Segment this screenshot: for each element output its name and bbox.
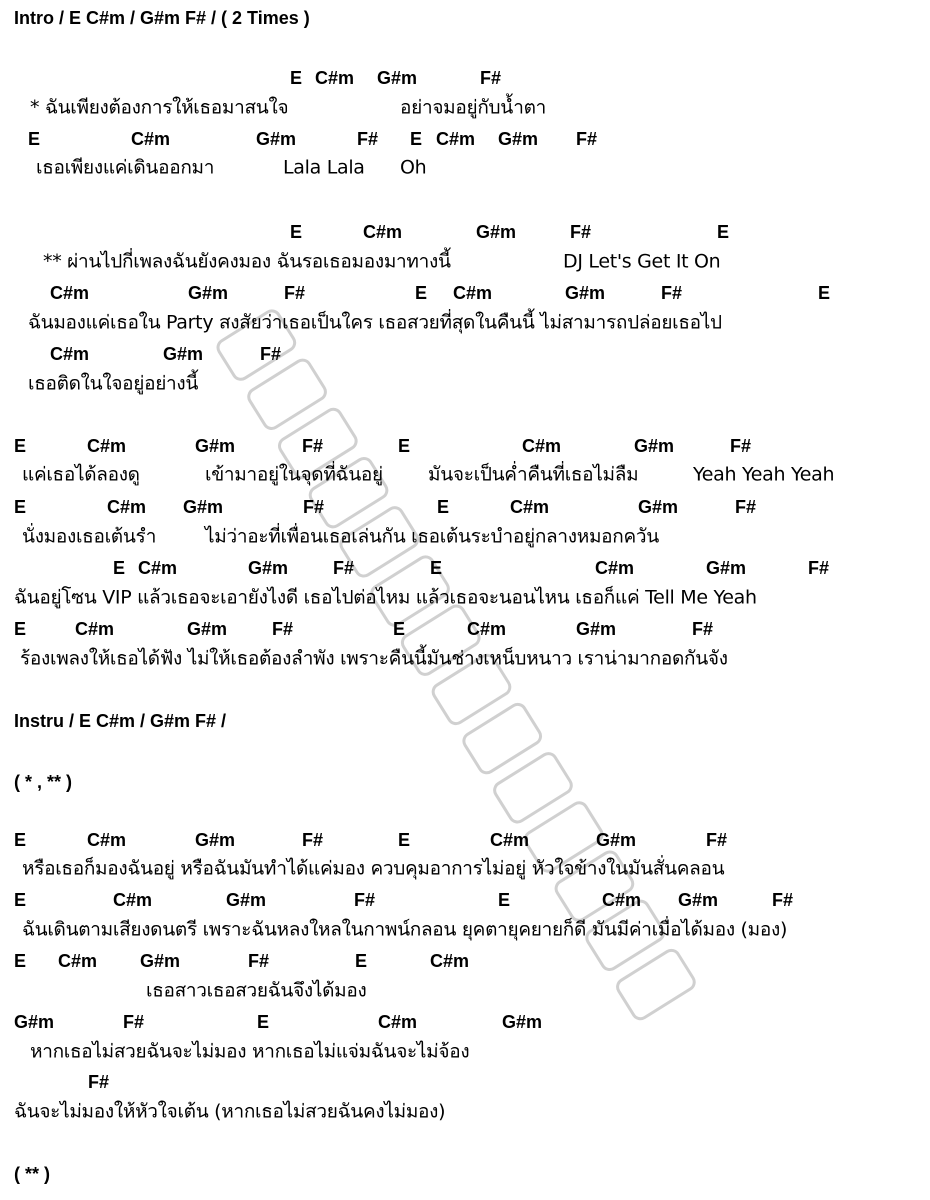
- chord: F#: [302, 830, 324, 850]
- chord: G#m: [14, 1012, 55, 1032]
- lyric-text: มันจะเป็นค่ำคืนที่เธอไม่ลืม: [428, 463, 639, 486]
- chord: C#m: [602, 890, 642, 910]
- chord: C#m: [75, 619, 115, 639]
- chord: F#: [730, 436, 752, 456]
- section-label: ( ** ): [14, 1164, 50, 1184]
- chord: E: [14, 436, 27, 456]
- chord: E: [393, 619, 406, 639]
- chord: G#m: [187, 619, 228, 639]
- chord: E: [818, 283, 831, 303]
- chord: E: [717, 222, 730, 242]
- chord: F#: [772, 890, 794, 910]
- lyric-text: นั่งมองเธอเต้นรำ: [22, 525, 157, 548]
- watermark-letter-shape: [492, 751, 575, 825]
- chord: C#m: [50, 283, 90, 303]
- chord: F#: [248, 951, 270, 971]
- chord: C#m: [430, 951, 470, 971]
- lyric-text: DJ Let's Get It On: [563, 250, 721, 273]
- chord: F#: [354, 890, 376, 910]
- chord: E: [14, 830, 27, 850]
- lyric-text: แค่เธอได้ลองดู: [22, 463, 140, 486]
- chord: F#: [302, 436, 324, 456]
- chord: C#m: [87, 830, 127, 850]
- chord: E: [415, 283, 428, 303]
- chord: E: [398, 830, 411, 850]
- lyric-text: Yeah Yeah Yeah: [693, 463, 835, 486]
- chord: C#m: [138, 558, 178, 578]
- chord: G#m: [195, 436, 236, 456]
- lyric-text: หรือเธอก็มองฉันอยู่ หรือฉันมันทำได้แค่มอง ควบคุมอาการไม่อยู่ หัวใจข้างในมันสั่นคลอน: [22, 857, 725, 880]
- chord: G#m: [188, 283, 229, 303]
- chord: E: [14, 951, 27, 971]
- chord: G#m: [638, 497, 679, 517]
- chord: G#m: [576, 619, 617, 639]
- chord: F#: [260, 344, 282, 364]
- chord: E: [430, 558, 443, 578]
- chord: F#: [88, 1072, 110, 1092]
- watermark-letter-shape: [246, 357, 329, 431]
- chord: C#m: [315, 68, 355, 88]
- chord: G#m: [226, 890, 267, 910]
- chord: F#: [272, 619, 294, 639]
- lyric-text: ฉันจะไม่มองให้หัวใจเต้น (หากเธอไม่สวยฉันคงไม่มอง): [14, 1100, 446, 1123]
- chord: G#m: [502, 1012, 543, 1032]
- chord: F#: [480, 68, 502, 88]
- section-label: Instru / E C#m / G#m F# /: [14, 711, 227, 731]
- chord: G#m: [476, 222, 517, 242]
- chord: F#: [570, 222, 592, 242]
- chord: G#m: [256, 129, 297, 149]
- watermark-letter-shape: [615, 947, 698, 1021]
- chord: C#m: [131, 129, 171, 149]
- chord: C#m: [363, 222, 403, 242]
- chord: F#: [692, 619, 714, 639]
- watermark-letter-shape: [461, 701, 544, 775]
- chord: E: [290, 222, 303, 242]
- chord: G#m: [183, 497, 224, 517]
- chord: F#: [808, 558, 830, 578]
- chord: G#m: [195, 830, 236, 850]
- section-label: ( * , ** ): [14, 772, 73, 792]
- chord: C#m: [113, 890, 153, 910]
- lyric-text: ฉันเดินตามเสียงดนตรี เพราะฉันหลงใหลในกาพน์กลอน ยุคตายุคยายก็ดี มันมีค่าเมื่อได้มอง (มอง): [22, 918, 788, 941]
- chord: F#: [661, 283, 683, 303]
- lyric-text: เธอเพียงแค่เดินออกมา: [36, 156, 215, 179]
- chord: C#m: [50, 344, 90, 364]
- chord: G#m: [248, 558, 289, 578]
- chord: E: [290, 68, 303, 88]
- lyric-text: Oh: [400, 156, 427, 179]
- chord: F#: [303, 497, 325, 517]
- chord: C#m: [107, 497, 147, 517]
- lyric-text: Lala Lala: [283, 156, 365, 179]
- lyric-text: ไม่ว่าอะที่เพื่อนเธอเล่นกัน เธอเต้นระบำอยู่กลางหมอกควัน: [205, 525, 659, 548]
- chord: G#m: [634, 436, 675, 456]
- lyric-text: เข้ามาอยู่ในจุดที่ฉันอยู่: [205, 463, 383, 486]
- chord: G#m: [140, 951, 181, 971]
- chord: C#m: [58, 951, 98, 971]
- section-label: Intro / E C#m / G#m F# / ( 2 Times ): [14, 8, 310, 28]
- chord: E: [398, 436, 411, 456]
- chord: E: [355, 951, 368, 971]
- chord: G#m: [377, 68, 418, 88]
- chord: G#m: [706, 558, 747, 578]
- chord: E: [28, 129, 41, 149]
- chord: F#: [123, 1012, 145, 1032]
- lyric-text: ฉันอยู่โซน VIP แล้วเธอจะเอายังไงดี เธอไปต่อไหม แล้วเธอจะนอนไหน เธอก็แค่ Tell Me Yeah: [14, 586, 757, 609]
- chord: E: [14, 890, 27, 910]
- chord: F#: [284, 283, 306, 303]
- chord: F#: [576, 129, 598, 149]
- chord: C#m: [378, 1012, 418, 1032]
- chord: E: [14, 619, 27, 639]
- chord: F#: [735, 497, 757, 517]
- chord: C#m: [453, 283, 493, 303]
- chord: C#m: [87, 436, 127, 456]
- lyric-text: ฉันมองแค่เธอใน Party สงสัยว่าเธอเป็นใคร เธอสวยที่สุดในคืนนี้ ไม่สามารถปล่อยเธอไป: [28, 311, 722, 334]
- lyric-text: ** ผ่านไปกี่เพลงฉันยังคงมอง ฉันรอเธอมองมาทางนี้: [43, 250, 451, 273]
- chord: E: [437, 497, 450, 517]
- lyric-text: เธอสาวเธอสวยฉันจึงได้มอง: [146, 979, 367, 1002]
- lyric-text: หากเธอไม่สวยฉันจะไม่มอง หากเธอไม่แจ่มฉันจะไม่จ้อง: [30, 1040, 470, 1063]
- chord: G#m: [498, 129, 539, 149]
- chord: E: [113, 558, 126, 578]
- chord: C#m: [510, 497, 550, 517]
- chord: F#: [357, 129, 379, 149]
- chord: G#m: [565, 283, 606, 303]
- chord: F#: [333, 558, 355, 578]
- chord: E: [498, 890, 511, 910]
- chord: E: [410, 129, 423, 149]
- chord: G#m: [163, 344, 204, 364]
- chord: G#m: [596, 830, 637, 850]
- chord: C#m: [467, 619, 507, 639]
- chord: F#: [706, 830, 728, 850]
- chord: G#m: [678, 890, 719, 910]
- chord: C#m: [595, 558, 635, 578]
- lyric-text: เธอติดในใจอยู่อย่างนี้: [28, 372, 199, 395]
- chord: C#m: [490, 830, 530, 850]
- chord: C#m: [522, 436, 562, 456]
- lyric-text: ร้องเพลงให้เธอได้ฟัง ไม่ให้เธอต้องลำพัง เพราะคืนนี้มันช่างเหน็บหนาว เราน่ามากอดกันจัง: [20, 647, 728, 670]
- chord: E: [257, 1012, 270, 1032]
- lyric-text: * ฉันเพียงต้องการให้เธอมาสนใจ: [30, 96, 289, 119]
- chord: C#m: [436, 129, 476, 149]
- lyric-text: อย่าจมอยู่กับน้ำตา: [400, 96, 547, 119]
- chord: E: [14, 497, 27, 517]
